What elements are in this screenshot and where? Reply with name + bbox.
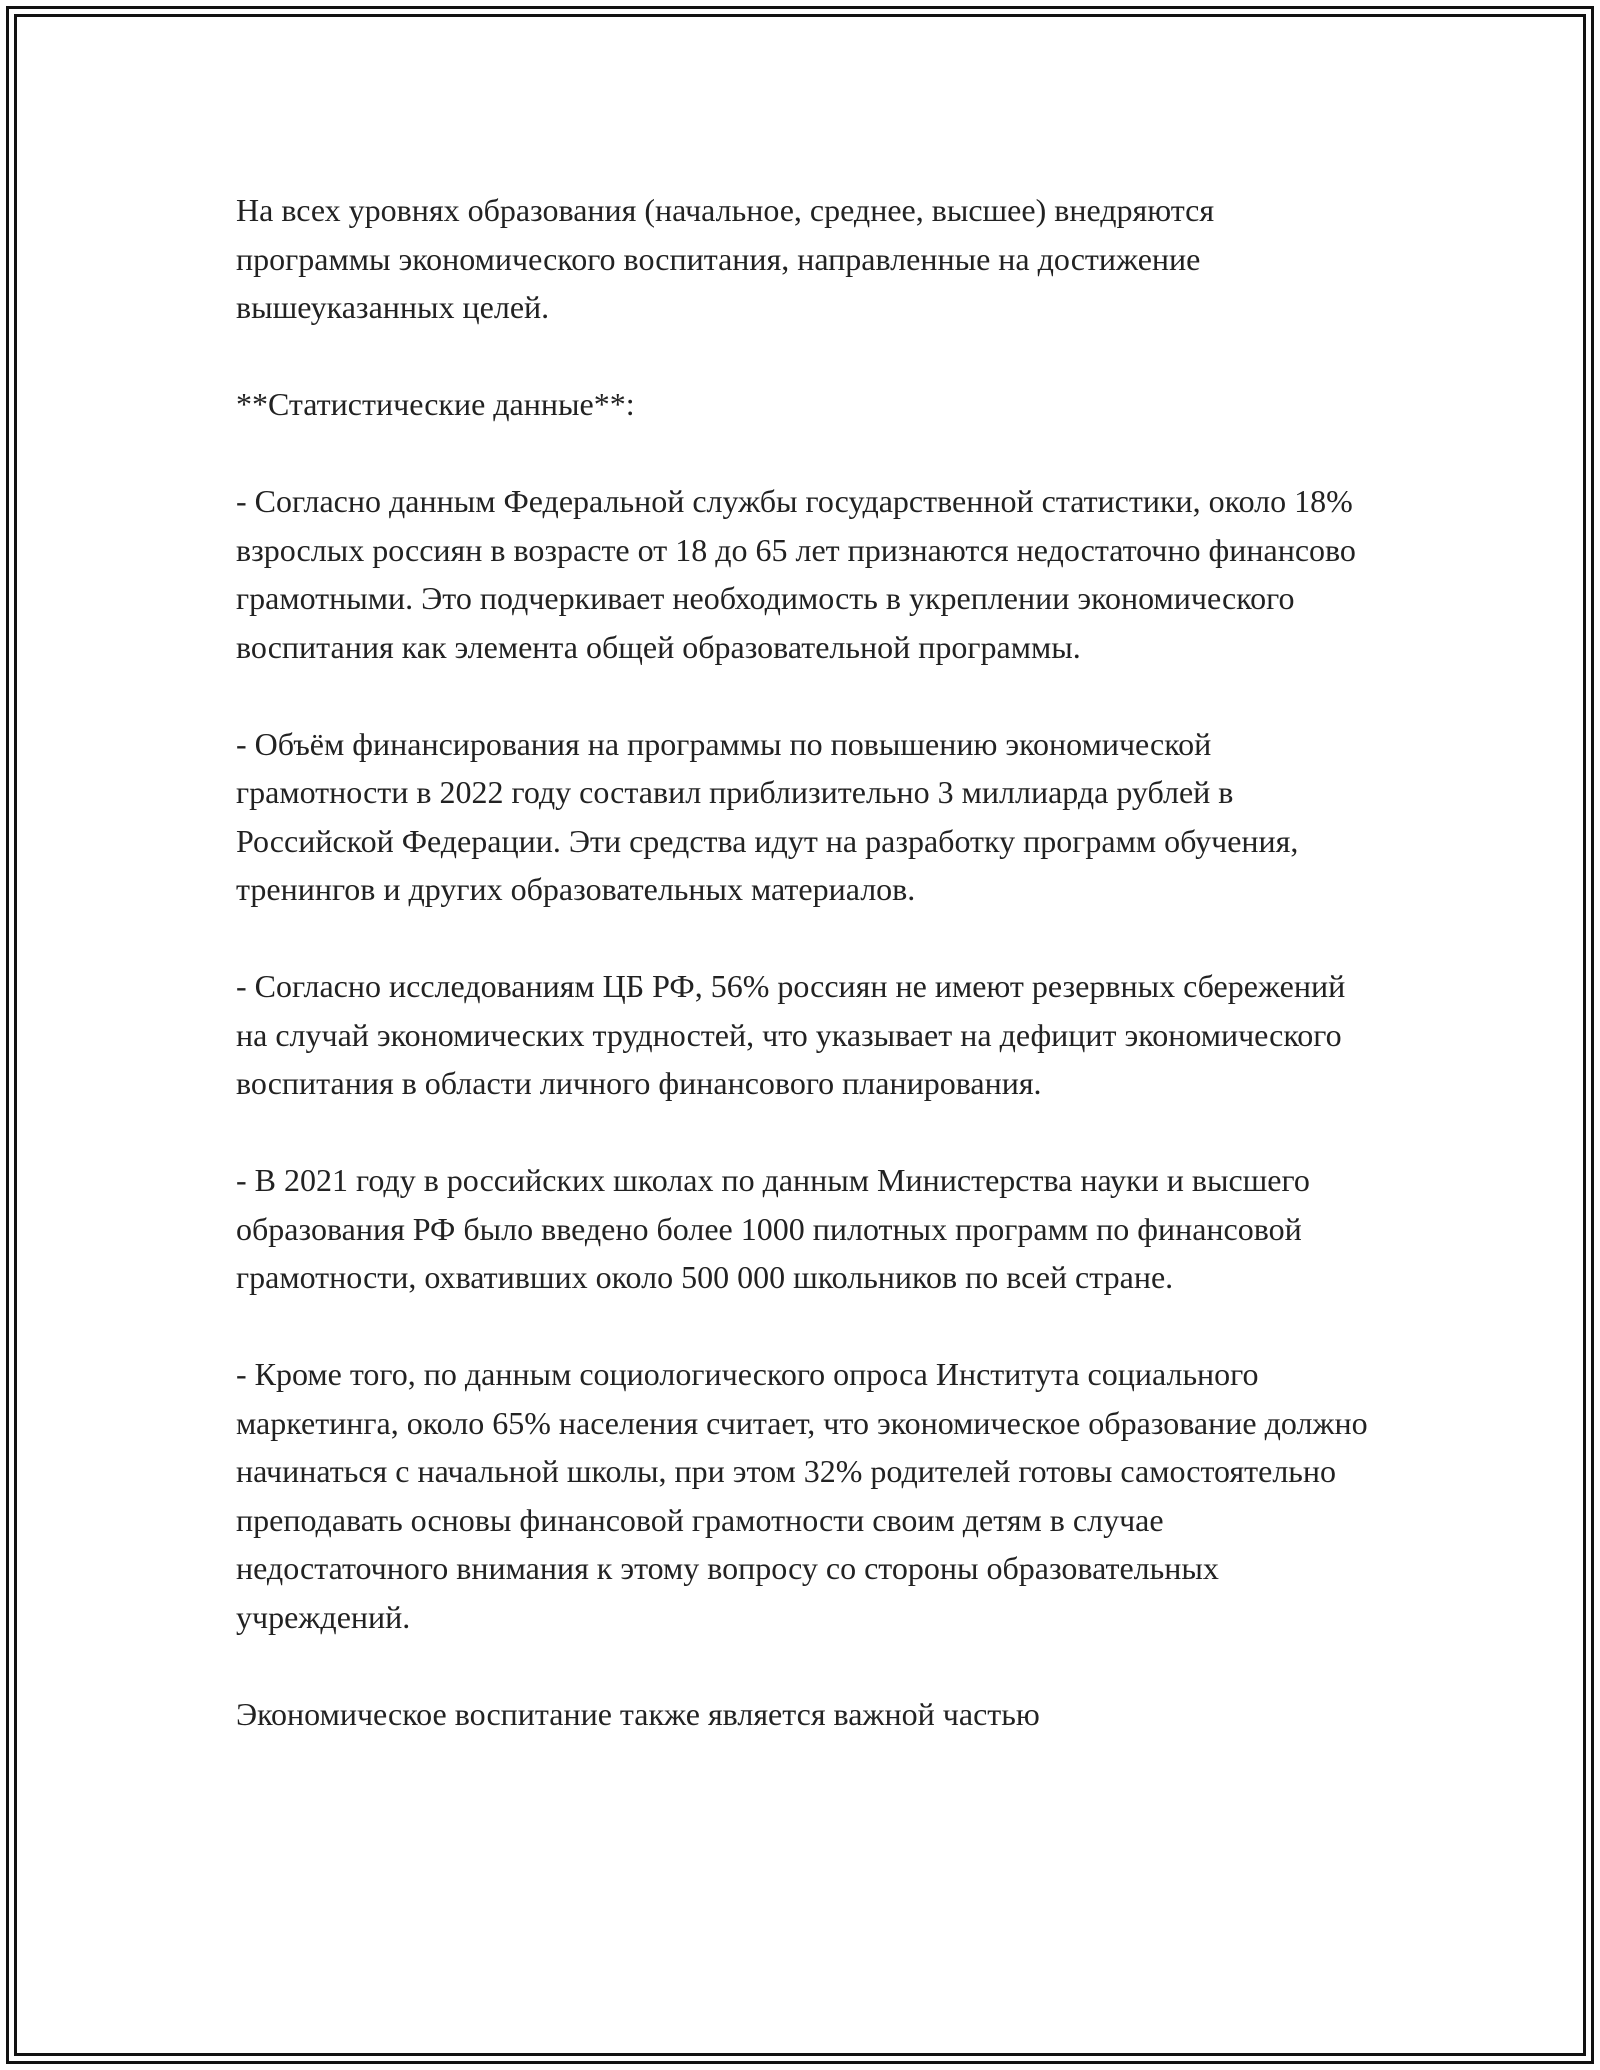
list-item-central-bank: - Согласно исследованиям ЦБ РФ, 56% россиян не имеют резервных сбережений на случай экономических трудностей, что указывает на дефицит экономического воспитания в области личного финансового планирования.	[236, 968, 1346, 1101]
list-item-rosstat: - Согласно данным Федеральной службы государственной статистики, около 18% взрослых россиян в возрасте от 18 до 65 лет признаются недостаточно финансово грамотными. Это подчеркивает необходимость в укреплении экономического воспитания как элемента общей образовательной программы.	[236, 483, 1356, 665]
list-item-ministry: - В 2021 году в российских школах по данным Министерства науки и высшего образования РФ было введено более 1000 пилотных программ по финансовой грамотности, охвативших около 500 000 школьников по всей стране.	[236, 1162, 1310, 1295]
document-body	[236, 186, 1376, 1787]
paragraph-conclusion: Экономическое воспитание также является важной частью	[236, 1695, 1040, 1732]
section-heading-statistics: **Статистические данные**:	[236, 386, 635, 422]
list-item-survey: - Кроме того, по данным социологического опроса Института социального маркетинга, около 65% населения считает, что экономическое образование должно начинаться с начальной школы, при этом 32% родителей готовы самостоятельно преподавать основы финансовой грамотности своим детям в случае недостаточного внимания к этому вопросу со стороны образовательных учреждений.	[236, 1356, 1368, 1635]
paragraph-intro: На всех уровнях образования (начальное, среднее, высшее) внедряются программы экономического воспитания, направленные на достижение вышеуказанных целей.	[236, 192, 1215, 325]
list-item-funding: - Объём финансирования на программы по повышению экономической грамотности в 2022 году составил приблизительно 3 миллиарда рублей в Российской Федерации. Эти средства идут на разработку программ обучения, тренингов и других образовательных материалов.	[236, 725, 1299, 907]
